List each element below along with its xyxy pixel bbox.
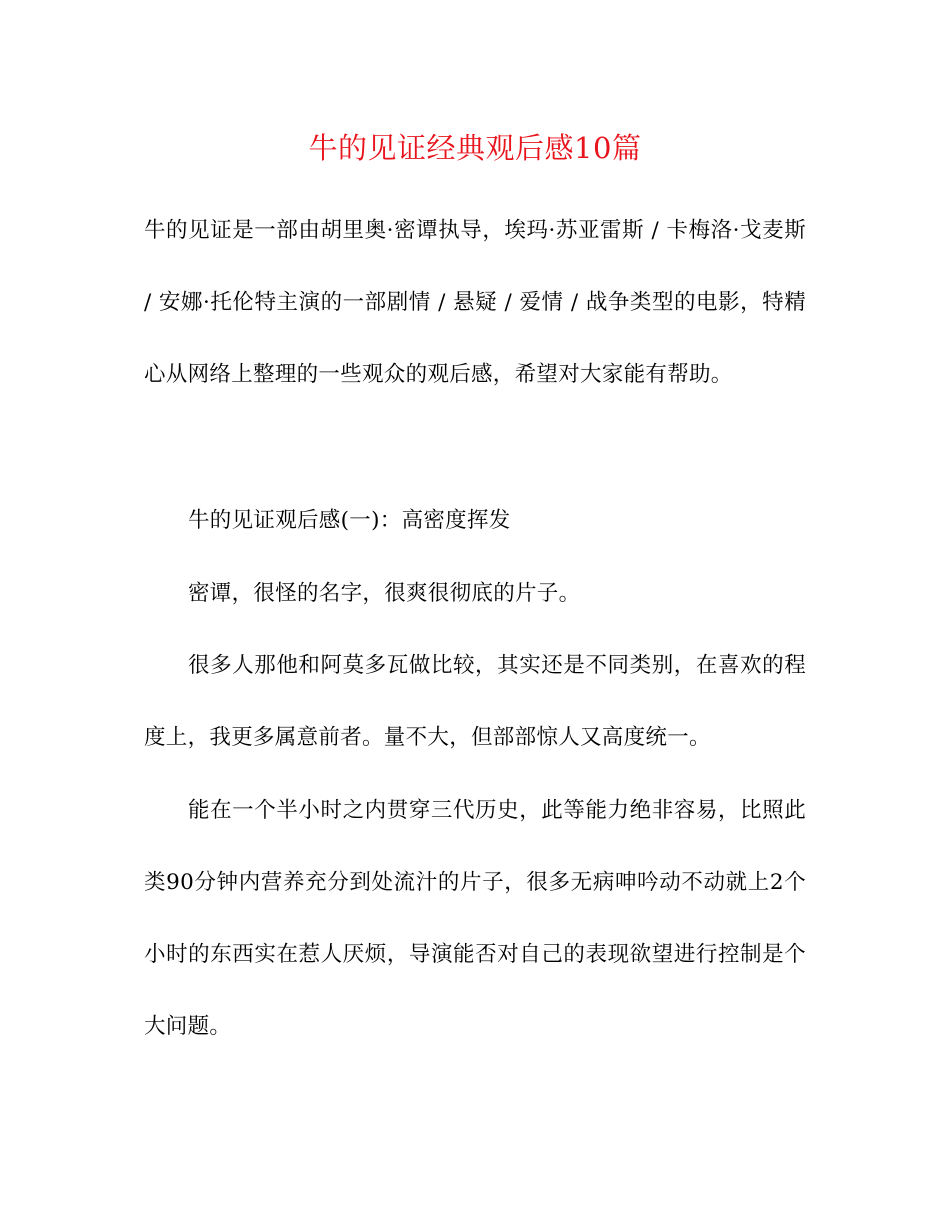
body-paragraph: 密谭，很怪的名字，很爽很彻底的片子。 <box>188 581 581 606</box>
body-paragraph: 很多人那他和阿莫多瓦做比较，其实还是不同类别，在喜欢的程度上，我更多属意前者。量不大，但部部惊人又高度统一。 <box>144 653 806 750</box>
body-paragraph: 能在一个半小时之内贯穿三代历史，此等能力绝非容易，比照此类90分钟内营养充分到处流汁的片子，很多无病呻吟动不动就上2个小时的东西实在惹人厌烦，导演能否对自己的表现欲望进行控制是个大问题。 <box>144 798 806 1039</box>
intro-paragraph: 牛的见证是一部由胡里奥·密谭执导，埃玛·苏亚雷斯 / 卡梅洛·戈麦斯 / 安娜·托伦特主演的一部剧情 / 悬疑 / 爱情 / 战争类型的电影，特精心从网络上整理的一些观众的观后感，希望对大家能有帮助。 <box>144 218 806 387</box>
section-heading: 牛的见证观后感(一)：高密度挥发 <box>188 508 511 533</box>
document-title: 牛的见证经典观后感10篇 <box>308 131 642 165</box>
